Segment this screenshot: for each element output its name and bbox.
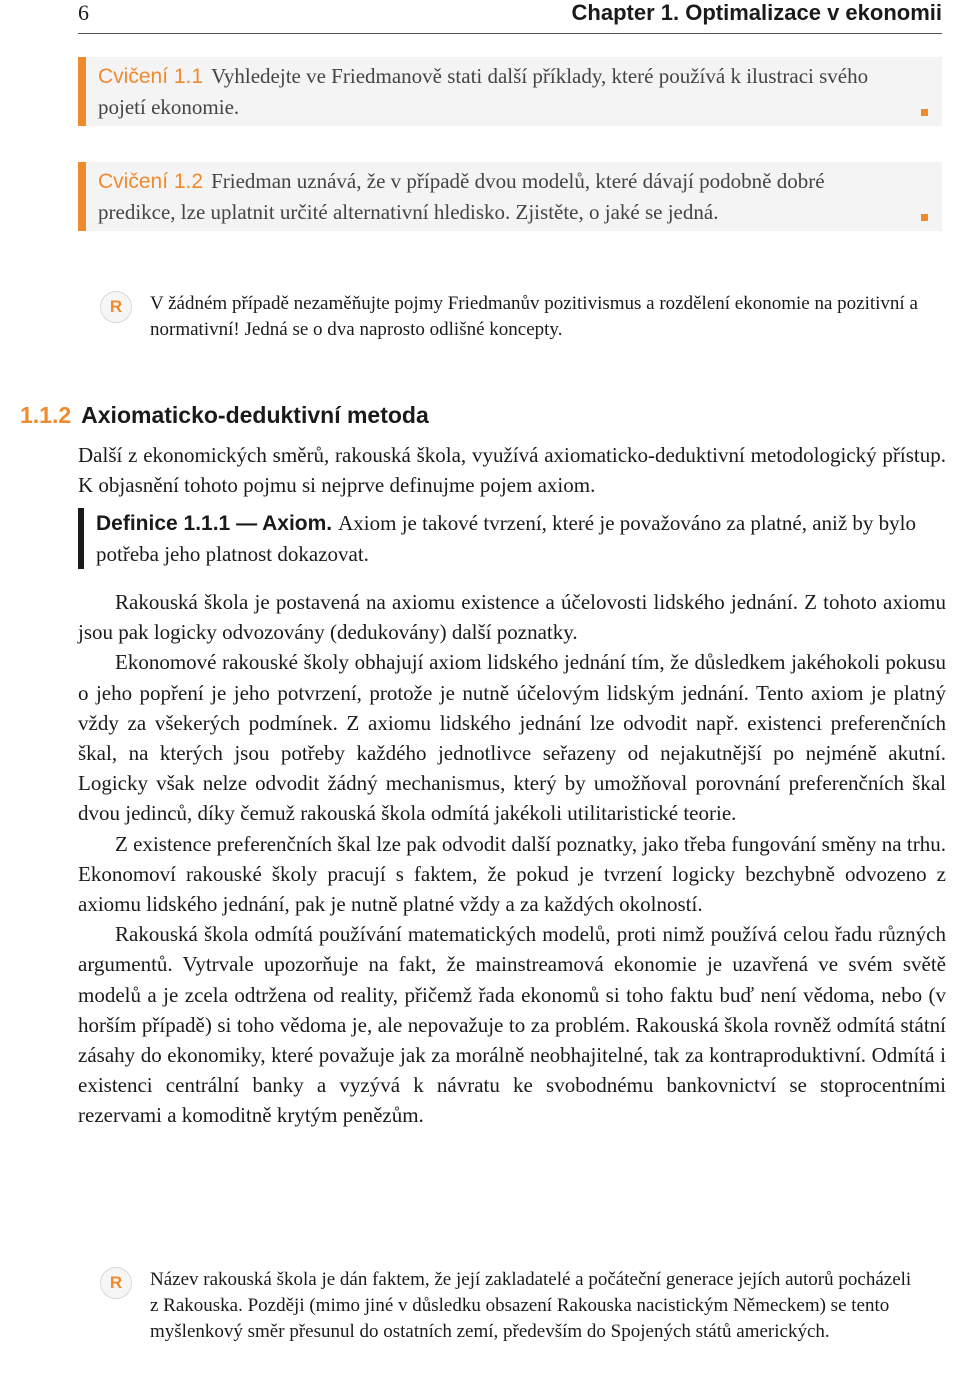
paragraph: Rakouská škola je postavená na axiomu existence a účelovosti lidského jednání. Z tohoto axiomu jsou pak logicky odvozovány (dedukovány) další poznatky. <box>78 590 946 645</box>
paragraph: Ekonomové rakouské školy obhajují axiom lidského jednání tím, že důsledkem jakéhokoli pokusu o jeho popření je jeho potvrzení, protože je nutně účelovým lidským jednání. Tento axiom je platný vždy za všekerých podmínek. Z axiomu lidského jednání lze odvodit např. existenci preferenčních škal, na kterých jsou potřeby každého jednotlivce seřazeny od nejakutnější po nejméně akutní. Logicky však nelze odvodit žádný mechanismus, který by umožňoval porovnání preferenčních škal dvou jedinců, díky čemuž rakouská škola odmítá jakékoli utilitaristické teorie. <box>78 650 946 826</box>
remark-box <box>100 291 920 343</box>
definition-label: Definice 1.1.1 — Axiom. <box>96 512 333 535</box>
page-header <box>78 0 942 36</box>
exercise-label: Cvičení 1.2 <box>98 170 204 193</box>
section-title: Axiomaticko-deduktivní metoda <box>81 402 429 428</box>
main-text <box>78 587 946 1131</box>
remark-text: V žádném případě nezaměňujte pojmy Friedmanův pozitivismus a rozdělení ekonomie na pozitivní a normativní! Jedná se o dva naprosto odlišné koncepty. <box>150 293 918 340</box>
exercise-text: Vyhledejte ve Friedmanově stati další příklady, které používá k ilustraci svého pojetí ekonomie. <box>98 64 869 119</box>
header-rule <box>78 33 942 34</box>
section-heading <box>20 402 429 429</box>
exercise-box <box>78 162 942 231</box>
paragraph: Rakouská škola odmítá používání matematických modelů, proti nimž používá celou řadu různých argumentů. Vytrvale upozorňuje na fakt, že mainstreamová ekonomie je uzavřená ve svém světě modelů a je zcela odtržena od reality, přičemž řada ekonomů si toho faktu buď není vědoma, nebo (v horším případě) si toho vědoma je, ale nepovažuje to za problém. Rakouská škola rovněž odmítá státní zásahy do ekonomiky, které považuje jak za morálně neobhajitelné, tak za kontraproduktivní. Odmítá i existenci centrální banky a vyzývá k návratu ke svobodnému bankovnictví se stoprocentními rezervami a komoditně krytým penězům. <box>78 922 946 1128</box>
end-marker-icon <box>921 109 928 116</box>
remark-icon: R <box>100 1267 132 1299</box>
intro-paragraph <box>78 440 946 500</box>
end-marker-icon <box>921 214 928 221</box>
remark-text: Název rakouská škola je dán faktem, že její zakladatelé a počáteční generace jejích autorů pocházeli z Rakouska. Později (mimo jiné v důsledku obsazení Rakouska nacistickým Německem) se tento myšlenkový směr přesunul do ostatních zemí, především do Spojených států amerických. <box>150 1269 912 1342</box>
remark-box <box>100 1267 920 1345</box>
definition-box <box>78 508 946 569</box>
exercise-text: Friedman uznává, že v případě dvou modelů, které dávají podobně dobré predikce, lze uplatnit určité alternativní hledisko. Zjistěte, o jaké se jedná. <box>98 169 825 224</box>
remark-icon: R <box>100 291 132 323</box>
section-number: 1.1.2 <box>20 402 72 428</box>
paragraph: Z existence preferenčních škal lze pak odvodit další poznatky, jako třeba fungování směny na trhu. Ekonomoví rakouské školy pracují s faktem, že pokud je tvrzení logicky bezchybně odvozeno z axiomu lidského jednání, pak je nutně platné vždy a za každých okolností. <box>78 831 946 917</box>
exercise-label: Cvičení 1.1 <box>98 65 204 88</box>
chapter-title: Chapter 1. Optimalizace v ekonomii <box>571 0 942 25</box>
paragraph: Další z ekonomických směrů, rakouská škola, využívá axiomaticko-deduktivní metodologický přístup. K objasnění tohoto pojmu si nejprve definujme pojem axiom. <box>78 443 946 498</box>
exercise-box <box>78 57 942 126</box>
page-number: 6 <box>78 0 89 25</box>
definition-text: Axiom je takové tvrzení, které je považováno za platné, aniž by bylo potřeba jeho platnost dokazovat. <box>96 511 917 566</box>
